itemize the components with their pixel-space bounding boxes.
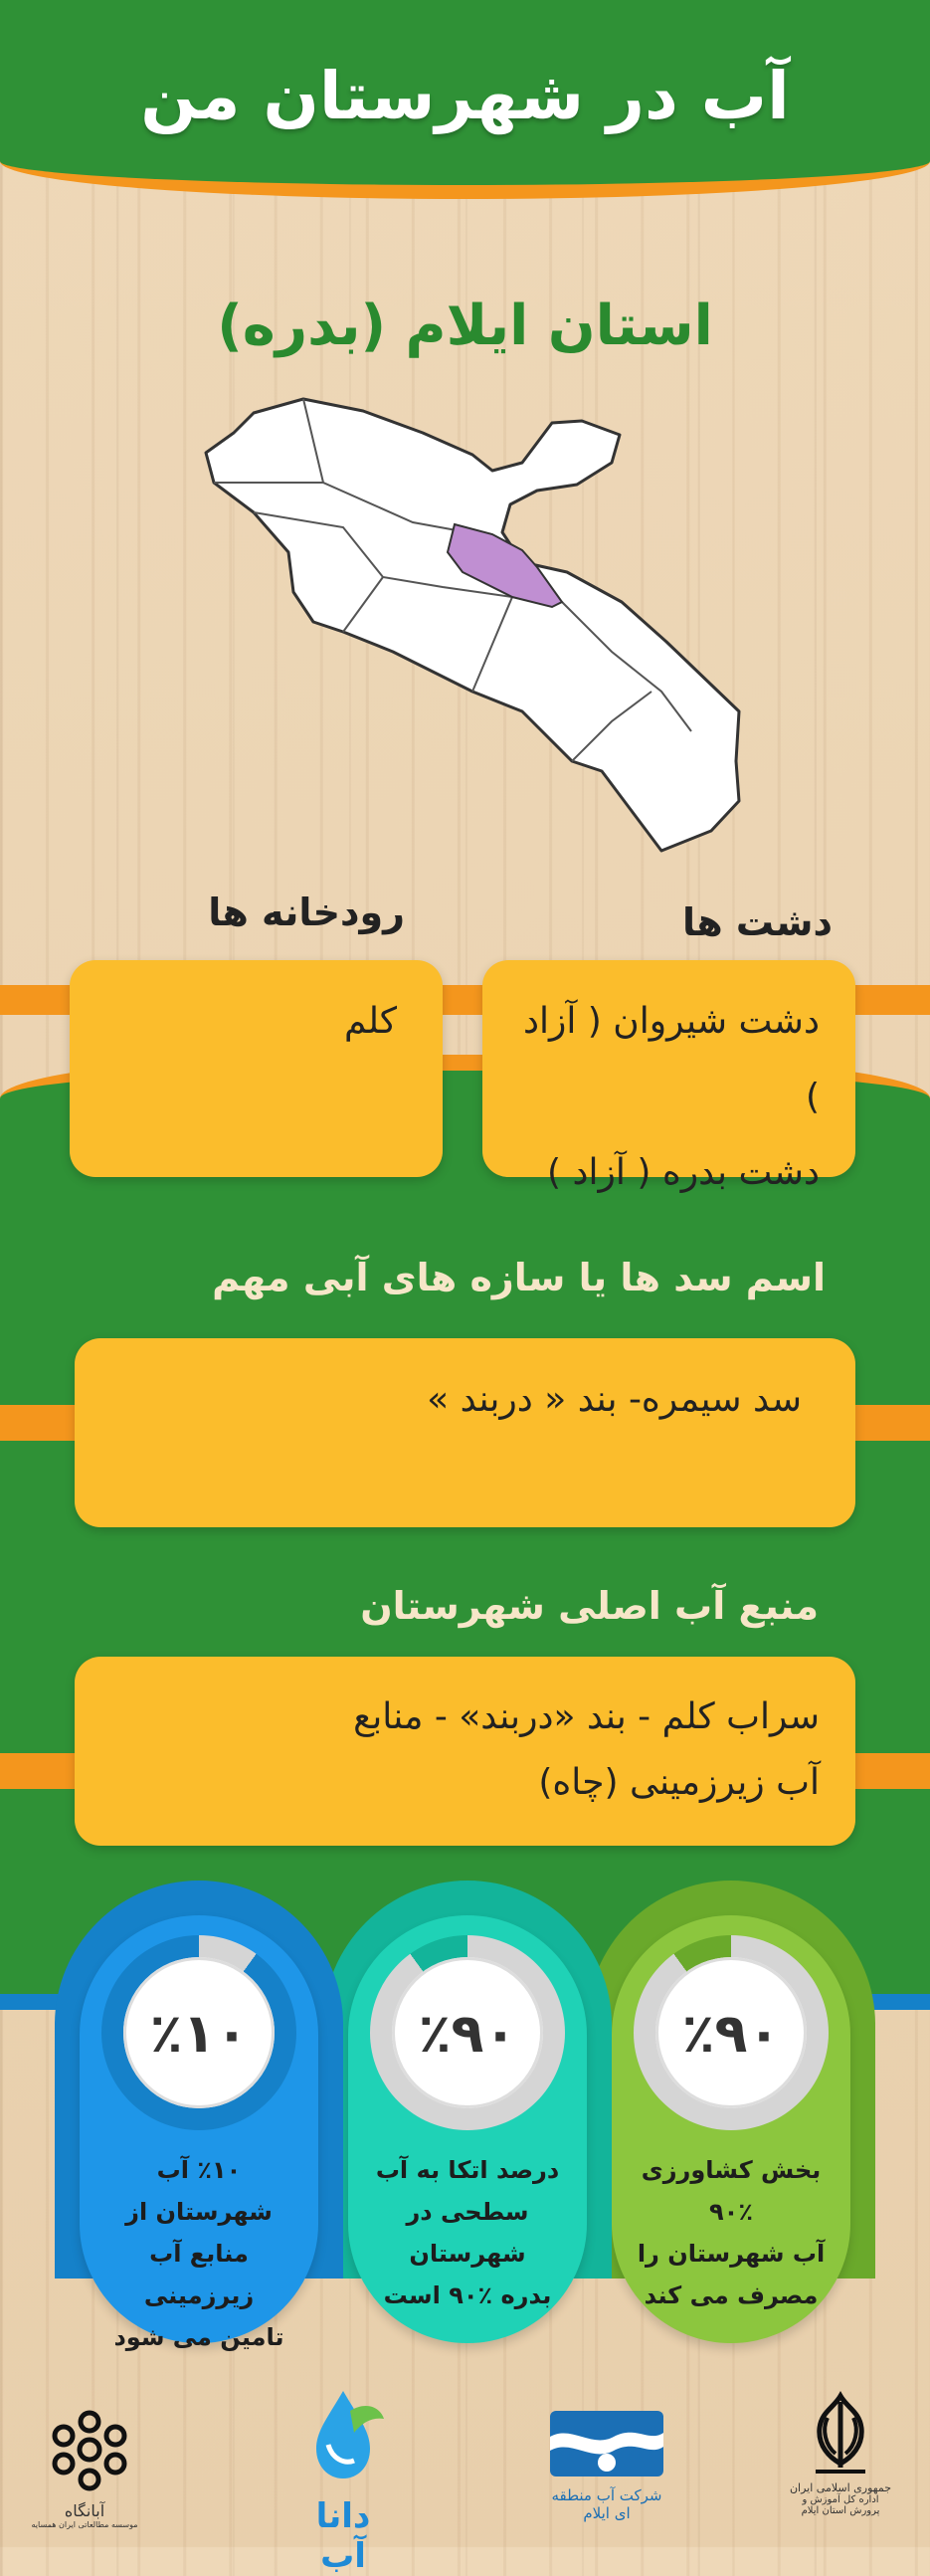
stat-description	[99, 2149, 298, 2358]
stat-description	[632, 2149, 831, 2316]
stat-line: منابع آب زیرزمینی	[143, 2240, 255, 2309]
emblem-line: اداره کل آموزش و پرورش استان ایلام	[801, 2494, 880, 2516]
water-company-logo	[542, 2403, 671, 2522]
stat-line: سطحی در شهرستان	[406, 2198, 529, 2268]
water-company-label: شرکت آب منطقه ای ایلام	[551, 2486, 662, 2522]
page-title: آب در شهرستان من	[140, 58, 790, 134]
plains-card	[482, 960, 855, 1193]
abangah-line: آبانگاه	[64, 2501, 105, 2520]
river-item: کلم	[343, 1001, 397, 1042]
emblem-icon	[786, 2388, 895, 2477]
dana-ab-logo	[288, 2383, 398, 2576]
stat-ring	[634, 1935, 829, 2130]
dana-ab-label: دانا آب	[315, 2496, 371, 2576]
stat-line: تامین می شود	[113, 2323, 284, 2351]
plains-heading: دشت ها	[682, 900, 833, 944]
stat-ring	[101, 1935, 296, 2130]
stat-line: مصرف می کند	[644, 2281, 819, 2309]
abangah-logo	[30, 2408, 139, 2529]
stat-ring	[370, 1935, 565, 2130]
water-wave-icon	[542, 2403, 671, 2482]
stat-value: ٪۱۰	[123, 1957, 275, 2108]
source-card	[75, 1657, 855, 1846]
source-line: آب زیرزمینی (چاه)	[538, 1762, 820, 1803]
source-line: سراب کلم - بند «دربند» - منابع	[353, 1696, 820, 1737]
source-heading: منبع آب اصلی شهرستان	[360, 1584, 819, 1628]
plain-item: دشت شیروان ( آزاد )	[522, 1001, 820, 1117]
stat-line: بخش کشاورزی ٪۹۰	[641, 2156, 822, 2226]
stat-line: ٪۱۰ آب شهرستان از	[125, 2156, 273, 2226]
stat-line: آب شهرستان را	[637, 2240, 826, 2268]
iran-emblem-logo	[786, 2388, 895, 2516]
abangah-line: موسسه مطالعاتی ایران همسایه	[31, 2520, 138, 2529]
plain-item: دشت بدره ( آزاد )	[547, 1152, 820, 1193]
stat-description	[368, 2149, 567, 2316]
stat-value: ٪۹۰	[655, 1957, 807, 2108]
map-outline	[206, 399, 739, 851]
dams-text: سد سیمره- بند « دربند »	[427, 1379, 802, 1420]
stat-line: درصد اتکا به آب	[375, 2156, 560, 2184]
rivers-card	[70, 960, 443, 1177]
water-drop-icon	[288, 2383, 398, 2492]
dams-card	[75, 1338, 855, 1527]
province-title: استان ایلام (بدره)	[217, 294, 713, 358]
stat-value: ٪۹۰	[392, 1957, 543, 2108]
emblem-line: جمهوری اسلامی ایران	[789, 2481, 892, 2494]
province-map	[194, 393, 751, 861]
dams-heading: اسم سد ها یا سازه های آبی مهم	[212, 1256, 826, 1299]
rivers-heading: رودخانه ها	[208, 891, 405, 934]
abangah-mark-icon	[40, 2408, 139, 2497]
stat-line: بدره ٪۹۰ است	[383, 2281, 552, 2309]
